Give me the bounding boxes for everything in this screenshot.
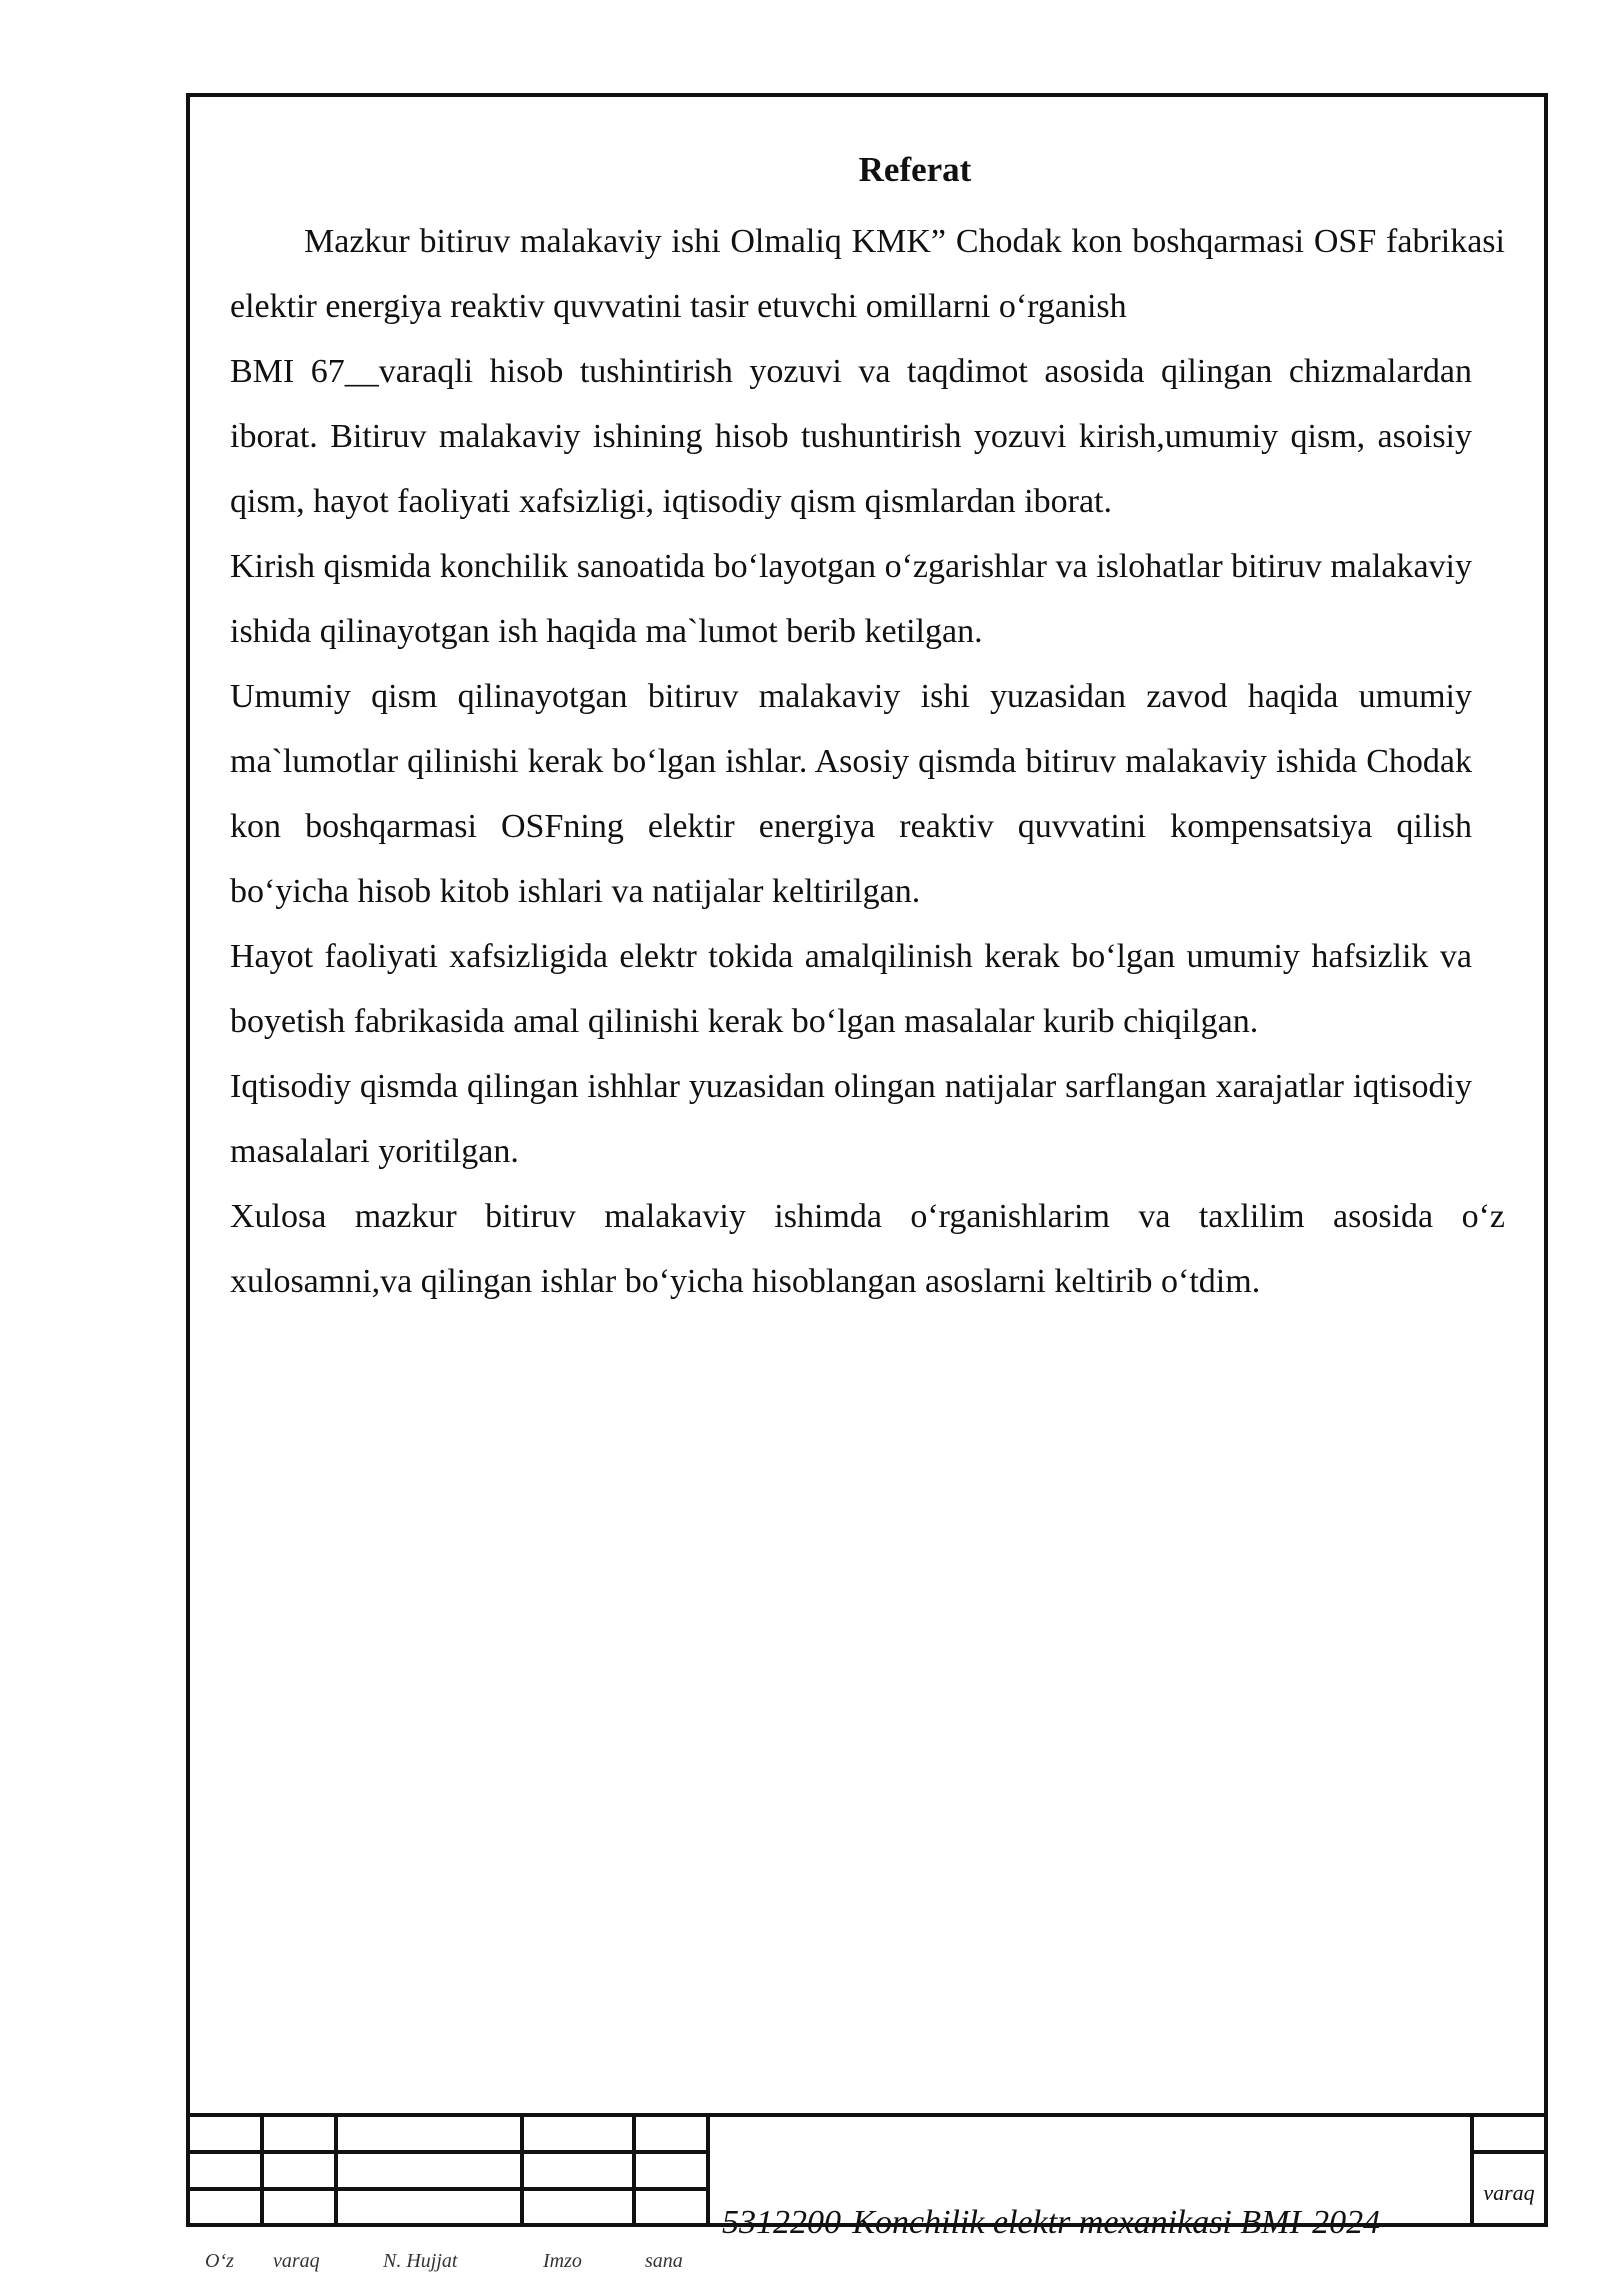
title-block-col-1 bbox=[260, 2113, 264, 2227]
document-body bbox=[230, 209, 1505, 1314]
title-block-col-2 bbox=[334, 2113, 338, 2227]
paragraph-introduction-section: Kirish qismida konchilik sanoatida bo‘layotgan o‘zgarishlar va islohatlar bitiruv malakaviy ishida qilinayotgan ish haqida ma`lumot berib ketilgan. bbox=[230, 548, 1472, 650]
title-block-top-line bbox=[186, 2113, 1548, 2117]
title-block-col-6 bbox=[1470, 2113, 1474, 2227]
paragraph-intro: Mazkur bitiruv malakaviy ishi Olmaliq KMK” Chodak kon boshqarmasi OSF fabrikasi elektir energiya reaktiv quvvatini tasir etuvchi omillarni o‘rganish bbox=[230, 223, 1505, 325]
document-code: 5312200-Konchilik elektr mexanikasi BMI-2024 bbox=[722, 2204, 1381, 2241]
paragraph-general-section: Umumiy qism qilinayotgan bitiruv malakaviy ishi yuzasidan zavod haqida umumiy ma`lumotlar qilinishi kerak bo‘lgan ishlar. Asosiy qismda bitiruv malakaviy ishida Chodak kon boshqarmasi OSFning elektir energiya reaktiv quvvatini kompensatsiya qilish bo‘yicha hisob kitob ishlari va natijalar keltirilgan. bbox=[230, 678, 1472, 910]
title-block-sheet-line bbox=[1470, 2150, 1548, 2154]
paragraph-safety-section: Hayot faoliyati xafsizligida elektr tokida amalqilinish kerak bo‘lgan umumiy hafsizlik va boyetish fabrikasida amal qilinishi kerak bo‘lgan masalalar kurib chiqilgan. bbox=[230, 938, 1472, 1040]
column-label-date: sana bbox=[645, 2250, 683, 2272]
column-label-sheet: varaq bbox=[273, 2250, 320, 2272]
paragraph-conclusion: Xulosa mazkur bitiruv malakaviy ishimda o‘rganishlarim va taxlilim asosida o‘z xulosamni,va qilingan ishlar bo‘yicha hisoblangan asoslarni keltirib o‘tdim. bbox=[230, 1198, 1505, 1300]
title-block-col-4 bbox=[632, 2113, 636, 2227]
title-block-row-line-2 bbox=[186, 2187, 706, 2191]
title-block-col-5 bbox=[706, 2113, 710, 2227]
sheet-label: varaq bbox=[1483, 2180, 1535, 2205]
paragraph-economics-section: Iqtisodiy qismda qilingan ishhlar yuzasidan olingan natijalar sarflangan xarajatlar iqtisodiy masalalari yoritilgan. bbox=[230, 1068, 1472, 1170]
column-label-signature: Imzo bbox=[543, 2250, 582, 2272]
title-block-col-3 bbox=[520, 2113, 524, 2227]
column-label-change: O‘z bbox=[205, 2250, 234, 2272]
column-label-document-number: N. Hujjat bbox=[383, 2250, 458, 2272]
document-heading: Referat bbox=[858, 150, 972, 189]
title-block-row-line-1 bbox=[186, 2150, 706, 2154]
paragraph-structure: BMI 67__varaqli hisob tushintirish yozuvi va taqdimot asosida qilingan chizmalardan iborat. Bitiruv malakaviy ishining hisob tushuntirish yozuvi kirish,umumiy qism, asoisiy qism, hayot faoliyati xafsizligi, iqtisodiy qism qismlardan iborat. bbox=[230, 353, 1472, 520]
